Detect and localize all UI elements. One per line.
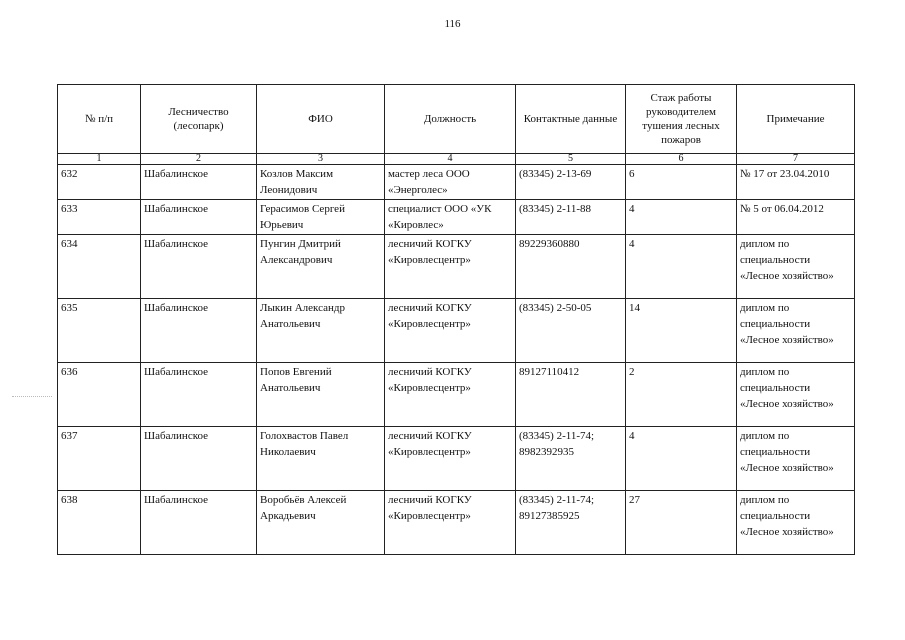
cell-experience: 4: [626, 427, 737, 491]
table-row: [58, 363, 855, 427]
cell-name: Воробьёв Алексей Аркадьевич: [257, 491, 385, 555]
cell-name: Лыкин Александр Анатольевич: [257, 299, 385, 363]
column-number: 4: [385, 154, 516, 165]
cell-name: Попов Евгений Анатольевич: [257, 363, 385, 427]
cell-forestry: Шабалинское: [141, 427, 257, 491]
scan-artifact: [12, 396, 52, 398]
cell-position: лесничий КОГКУ «Кировлесцентр»: [385, 299, 516, 363]
cell-forestry: Шабалинское: [141, 165, 257, 200]
cell-forestry: Шабалинское: [141, 299, 257, 363]
cell-contact: (83345) 2-11-88: [516, 200, 626, 235]
cell-name: Герасимов Сергей Юрьевич: [257, 200, 385, 235]
table-row: [58, 235, 855, 299]
table-header-row: [58, 85, 855, 154]
header-cell-number: № п/п: [58, 85, 141, 154]
cell-number: 635: [58, 299, 141, 363]
header-cell-position: Должность: [385, 85, 516, 154]
cell-note: диплом по специальности «Лесное хозяйство»: [737, 363, 855, 427]
cell-number: 633: [58, 200, 141, 235]
cell-experience: 27: [626, 491, 737, 555]
column-number: 2: [141, 154, 257, 165]
column-number: 1: [58, 154, 141, 165]
cell-contact: (83345) 2-11-74; 8982392935: [516, 427, 626, 491]
cell-position: лесничий КОГКУ «Кировлесцентр»: [385, 363, 516, 427]
cell-contact: (83345) 2-13-69: [516, 165, 626, 200]
cell-position: лесничий КОГКУ «Кировлесцентр»: [385, 427, 516, 491]
cell-forestry: Шабалинское: [141, 200, 257, 235]
cell-experience: 2: [626, 363, 737, 427]
table-row: [58, 427, 855, 491]
cell-name: Пунгин Дмитрий Александрович: [257, 235, 385, 299]
cell-note: № 17 от 23.04.2010: [737, 165, 855, 200]
cell-experience: 4: [626, 235, 737, 299]
cell-number: 638: [58, 491, 141, 555]
cell-forestry: Шабалинское: [141, 491, 257, 555]
table-row: [58, 299, 855, 363]
column-number: 7: [737, 154, 855, 165]
cell-note: диплом по специальности «Лесное хозяйство»: [737, 299, 855, 363]
header-cell-note: Примечание: [737, 85, 855, 154]
table-row: [58, 165, 855, 200]
table-row: [58, 200, 855, 235]
column-number: 5: [516, 154, 626, 165]
column-numbers-row: [58, 154, 855, 165]
header-cell-forestry: Лесничество (лесопарк): [141, 85, 257, 154]
cell-position: лесничий КОГКУ «Кировлесцентр»: [385, 235, 516, 299]
cell-note: № 5 от 06.04.2012: [737, 200, 855, 235]
cell-number: 637: [58, 427, 141, 491]
table-row: [58, 491, 855, 555]
header-cell-experience: Стаж работы руководителем тушения лесных пожаров: [626, 85, 737, 154]
cell-experience: 6: [626, 165, 737, 200]
cell-forestry: Шабалинское: [141, 363, 257, 427]
cell-position: лесничий КОГКУ «Кировлесцентр»: [385, 491, 516, 555]
header-cell-name: ФИО: [257, 85, 385, 154]
cell-note: диплом по специальности «Лесное хозяйство»: [737, 491, 855, 555]
cell-number: 632: [58, 165, 141, 200]
page-number: 116: [444, 18, 461, 30]
header-cell-contact: Контактные данные: [516, 85, 626, 154]
cell-contact: (83345) 2-50-05: [516, 299, 626, 363]
cell-experience: 14: [626, 299, 737, 363]
cell-number: 636: [58, 363, 141, 427]
cell-contact: 89229360880: [516, 235, 626, 299]
cell-note: диплом по специальности «Лесное хозяйство»: [737, 235, 855, 299]
cell-contact: (83345) 2-11-74; 89127385925: [516, 491, 626, 555]
cell-contact: 89127110412: [516, 363, 626, 427]
cell-number: 634: [58, 235, 141, 299]
column-number: 6: [626, 154, 737, 165]
cell-experience: 4: [626, 200, 737, 235]
cell-name: Козлов Максим Леонидович: [257, 165, 385, 200]
cell-note: диплом по специальности «Лесное хозяйство»: [737, 427, 855, 491]
cell-name: Голохвастов Павел Николаевич: [257, 427, 385, 491]
column-number: 3: [257, 154, 385, 165]
cell-position: мастер леса ООО «Энерголес»: [385, 165, 516, 200]
cell-forestry: Шабалинское: [141, 235, 257, 299]
fire-managers-table: [57, 84, 855, 555]
cell-position: специалист ООО «УК «Кировлес»: [385, 200, 516, 235]
